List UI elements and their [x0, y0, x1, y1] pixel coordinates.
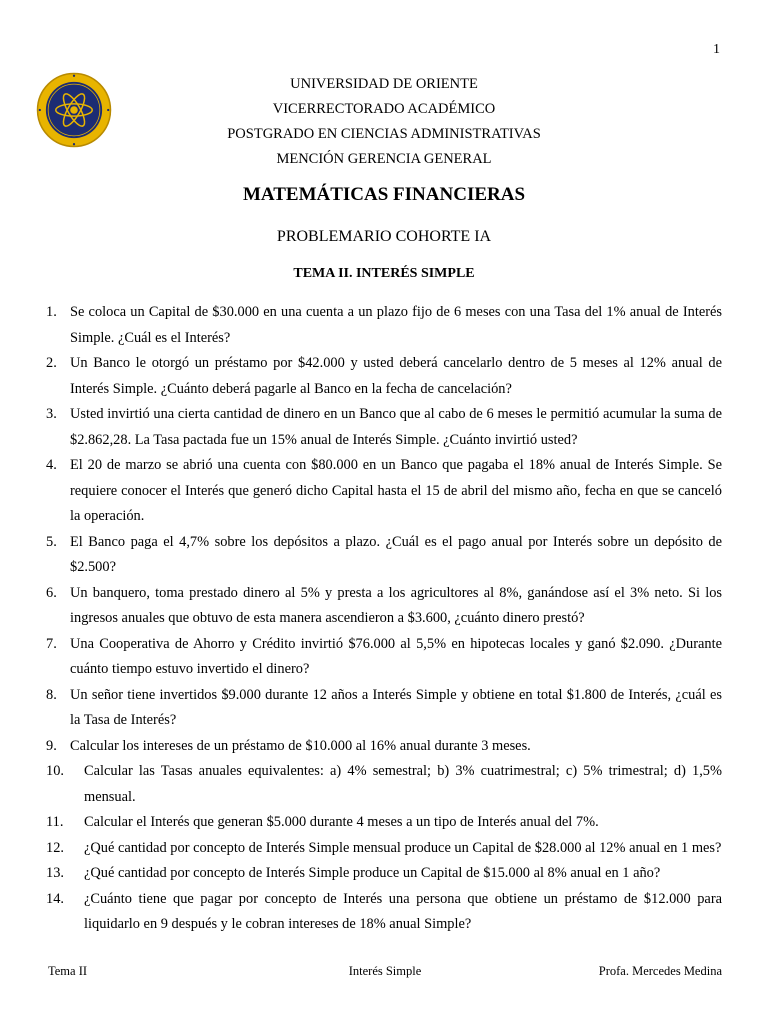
postgrado-name: POSTGRADO EN CIENCIAS ADMINISTRATIVAS	[227, 126, 541, 142]
institution-header	[0, 72, 768, 172]
problem-number: 14.	[46, 890, 64, 907]
footer-left: Tema II	[48, 964, 88, 978]
problem-number: 3.	[46, 406, 57, 422]
section-title: TEMA II. INTERÉS SIMPLE	[293, 266, 475, 281]
list-item	[46, 351, 722, 402]
problem-text: ¿Qué cantidad por concepto de Interés Simple mensual produce un Capital de $28.000 al 12% anual en 1 mes?	[84, 839, 722, 856]
problem-number: 11.	[46, 814, 64, 830]
problem-number: 1.	[46, 304, 57, 320]
problem-text: El 20 de marzo se abrió una cuenta con $80.000 en un Banco que pagaba el 18% anual de Interés Simple. Se requiere conocer el Interés que generó dicho Capital hasta el 15 de abril del mismo año, fecha en que se canceló la operación.	[70, 457, 722, 524]
problem-number: 4.	[46, 457, 57, 473]
list-item	[46, 759, 722, 810]
list-item	[46, 683, 722, 734]
mencion-name: MENCIÓN GERENCIA GENERAL	[276, 151, 492, 167]
vicerrectorado-name: VICERRECTORADO ACADÉMICO	[272, 101, 496, 117]
problem-text: ¿Qué cantidad por concepto de Interés Simple produce un Capital de $15.000 al 8% anual en 1 año?	[84, 865, 661, 881]
problem-text: Un Banco le otorgó un préstamo por $42.000 y usted deberá cancelarlo dentro de 5 meses al 12% anual de Interés Simple. ¿Cuánto deberá pagarle al Banco en la fecha de cancelación?	[70, 355, 722, 397]
problem-number: 6.	[46, 584, 57, 601]
page-number: 1	[713, 42, 720, 57]
list-item	[46, 632, 722, 683]
problem-text: Un señor tiene invertidos $9.000 durante 12 años a Interés Simple y obtiene en total $1.800 de Interés, ¿cuál es la Tasa de Interés?	[70, 686, 722, 728]
list-item	[46, 810, 722, 836]
list-item	[46, 581, 722, 632]
problem-list	[46, 300, 722, 938]
problem-number: 2.	[46, 355, 57, 371]
list-item	[46, 453, 722, 530]
problem-text: Calcular el Interés que generan $5.000 durante 4 meses a un tipo de Interés anual del 7%.	[84, 814, 599, 830]
footer-center: Interés Simple	[348, 964, 422, 978]
problem-number: 7.	[46, 635, 57, 652]
list-item	[46, 836, 722, 862]
problem-number: 9.	[46, 737, 57, 754]
list-item	[46, 887, 722, 938]
problem-number: 13.	[46, 865, 64, 881]
list-item	[46, 861, 722, 887]
problem-text: Una Cooperativa de Ahorro y Crédito invirtió $76.000 al 5,5% en hipotecas locales y ganó $2.090. ¿Durante cuánto tiempo estuvo invertido el dinero?	[70, 635, 722, 677]
problem-text: ¿Cuánto tiene que pagar por concepto de Interés una persona que obtiene un préstamo de $12.000 para liquidarlo en 9 después y le cobran intereses de 18% anual Simple?	[84, 890, 722, 932]
problem-number: 5.	[46, 533, 57, 550]
document-title: MATEMÁTICAS FINANCIERAS	[242, 184, 526, 205]
list-item	[46, 300, 722, 351]
university-name: UNIVERSIDAD DE ORIENTE	[290, 76, 478, 92]
problem-number: 8.	[46, 686, 57, 703]
problem-text: Calcular las Tasas anuales equivalentes: a) 4% semestral; b) 3% cuatrimestral; c) 5% trimestral; d) 1,5% mensual.	[84, 763, 722, 805]
footer-right: Profa. Mercedes Medina	[598, 964, 722, 978]
list-item	[46, 530, 722, 581]
list-item	[46, 734, 722, 760]
problem-text: Usted invirtió una cierta cantidad de dinero en un Banco que al cabo de 6 meses le permitió acumular la suma de $2.862,28. La Tasa pactada fue un 15% anual de Interés Simple. ¿Cuánto invirtió usted?	[70, 406, 722, 448]
problem-number: 12.	[46, 839, 64, 856]
problem-text: El Banco paga el 4,7% sobre los depósitos a plazo. ¿Cuál es el pago anual por Interés sobre un depósito de $2.500?	[70, 533, 722, 575]
problem-text: Calcular los intereses de un préstamo de $10.000 al 16% anual durante 3 meses.	[70, 737, 531, 754]
problem-text: Un banquero, toma prestado dinero al 5% y presta a los agricultores al 8%, ganándose así el 3% neto. Si los ingresos anuales que obtuvo de esta manera ascendieron a $3.600, ¿cuánto dinero prestó?	[70, 584, 722, 626]
problem-number: 10.	[46, 763, 64, 779]
problem-text: Se coloca un Capital de $30.000 en una cuenta a un plazo fijo de 6 meses con una Tasa del 1% anual de Interés Simple. ¿Cuál es el Interés?	[70, 304, 722, 346]
document-subtitle: PROBLEMARIO COHORTE IA	[276, 228, 492, 245]
list-item	[46, 402, 722, 453]
